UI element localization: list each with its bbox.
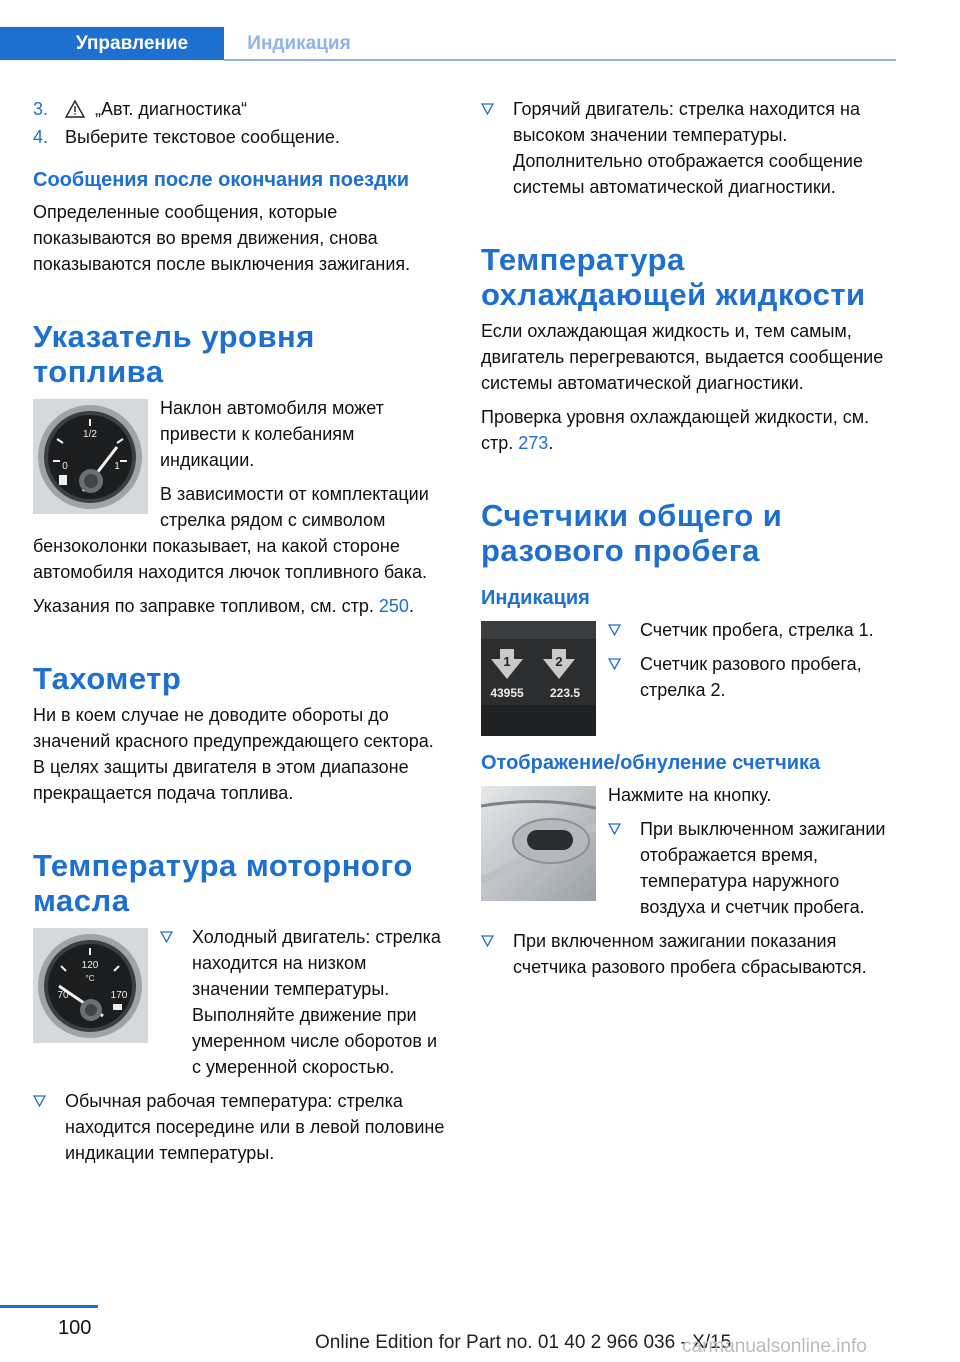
page-link-273[interactable]: 273 xyxy=(518,433,549,453)
page-header xyxy=(0,0,960,62)
triangle-bullet-icon xyxy=(608,624,621,636)
watermark: carmanualsonline.info xyxy=(682,1336,867,1357)
oil-gauge-label-120: 120 xyxy=(81,960,99,971)
paragraph-fuel-2: В зависимости от комплектации стрелка рядом с символом бензоколонки показывает, на какой стороне автомобиля находится лючок топливного бака. xyxy=(33,484,429,582)
bullet-oil-hot: Горячий двигатель: стрелка находится на высоком значении температуры. Дополнительно отображается сообщение системы автоматической диагностики. xyxy=(481,96,897,200)
odometer-arrow-1-label: 1 xyxy=(503,654,511,669)
paragraph-fuel-3: Указания по заправке топливом, см. стр. 250. xyxy=(33,596,414,616)
odometer-arrow-2-label: 2 xyxy=(555,654,563,669)
step-4 xyxy=(33,124,447,150)
heading-odometers: Счетчики общего и разового пробега xyxy=(481,498,783,568)
paragraph-messages: Определенные сообщения, которые показываются во время движения, снова показываются после выключения зажигания. xyxy=(33,202,411,274)
step-text: Выберите текстовое сообщение. xyxy=(65,127,340,147)
paragraph-tachometer: Ни в коем случае не доводите обороты до значений красного предупреждающего сектора. В целях защиты двигателя в этом диапазоне прекращается подача топлива. xyxy=(33,705,434,803)
paragraph-press-button: Нажмите на кнопку. xyxy=(608,785,772,805)
oil-gauge-label-unit: °C xyxy=(85,974,95,983)
step-3 xyxy=(33,96,447,122)
oil-gauge-label-70: 70 xyxy=(57,990,69,1001)
triangle-bullet-icon xyxy=(481,935,494,947)
warning-icon xyxy=(65,100,85,118)
bullet-ignition-on: При включенном зажигании показания счетчика разового пробега сбрасываются. xyxy=(481,928,897,980)
paragraph-fuel-1: Наклон автомобиля может привести к колебаниям индикации. xyxy=(160,398,384,470)
bullet-trip-odometer: Счетчик разового пробега, стрелка 2. xyxy=(608,651,897,703)
footer-divider xyxy=(0,1305,98,1308)
odometer-trip-value: 223.5 xyxy=(549,686,581,700)
fuel-gauge-label-empty: 0 xyxy=(62,461,68,472)
heading-reset-counter: Отображение/обнуление счетчика xyxy=(481,752,821,774)
triangle-bullet-icon xyxy=(608,658,621,670)
paragraph-coolant-2: Проверка уровня охлаждающей жидкости, см. стр. 273. xyxy=(481,407,870,453)
heading-fuel-gauge: Указатель уровня топлива xyxy=(33,319,315,389)
header-divider xyxy=(224,59,896,61)
left-column xyxy=(33,96,447,1174)
heading-messages-after-trip: Сообщения после окончания поездки xyxy=(33,169,410,191)
bullet-ignition-off: При выключенном зажигании отображается время, температура наружного воздуха и счетчик пробега. xyxy=(608,816,897,920)
odometer-image xyxy=(481,621,596,743)
heading-tachometer: Тахометр xyxy=(33,661,182,696)
bullet-oil-normal: Обычная рабочая температура: стрелка находится посередине или в левой половине индикации температуры. xyxy=(33,1088,447,1166)
reset-button-image xyxy=(481,786,596,908)
page-link-250[interactable]: 250 xyxy=(378,596,409,616)
tab-indication[interactable]: Индикация xyxy=(247,33,351,54)
triangle-bullet-icon xyxy=(608,823,621,835)
bullet-oil-cold: Холодный двигатель: стрелка находится на низком значении температуры. Выполняйте движение при умеренном числе оборотов и с умеренной скоростью. xyxy=(160,924,447,1080)
heading-oil-temperature: Температура моторного масла xyxy=(33,848,413,918)
right-column xyxy=(481,96,897,988)
fuel-gauge-image xyxy=(33,399,148,521)
heading-coolant-temperature: Температура охлаждающей жидкости xyxy=(481,242,866,312)
heading-indication: Индикация xyxy=(481,587,590,609)
bullet-odometer: Счетчик пробега, стрелка 1. xyxy=(608,617,897,643)
oil-gauge-label-170: 170 xyxy=(110,990,128,1001)
page-number: 100 xyxy=(58,1317,92,1339)
step-text: „Авт. диагностика“ xyxy=(95,99,248,119)
triangle-bullet-icon xyxy=(160,931,173,943)
oil-gauge-image xyxy=(33,928,148,1050)
step-number: 4. xyxy=(33,127,49,147)
edition-info: Online Edition for Part no. 01 40 2 966 036 - X/15 xyxy=(315,1332,732,1353)
triangle-bullet-icon xyxy=(33,1095,46,1107)
odometer-total-value: 43955 xyxy=(490,686,524,700)
fuel-gauge-label-half: 1/2 xyxy=(83,429,97,440)
paragraph-coolant-1: Если охлаждающая жидкость и, тем самым, двигатель перегреваются, выдается сообщение системы автоматической диагностики. xyxy=(481,321,884,393)
step-number: 3. xyxy=(33,99,49,119)
triangle-bullet-icon xyxy=(481,103,494,115)
fuel-gauge-label-full: 1 xyxy=(114,461,120,472)
tab-control[interactable]: Управление xyxy=(0,27,224,60)
